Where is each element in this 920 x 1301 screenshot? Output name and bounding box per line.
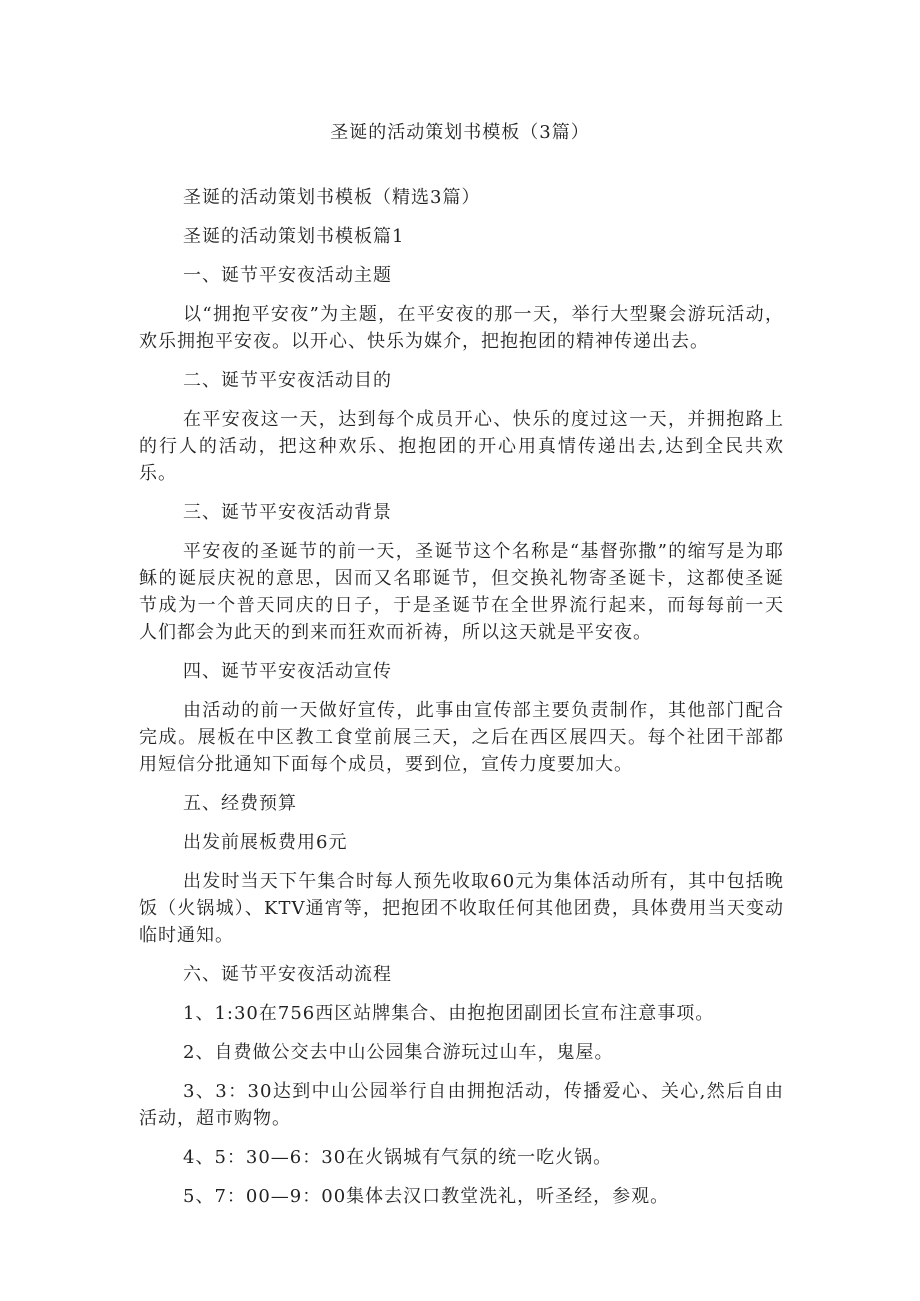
process-step-5: 5、7：00—9：00集体去汉口教堂洗礼，听圣经，参观。 — [183, 1186, 670, 1207]
budget-item-display-board: 出发前展板费用6元 — [183, 832, 348, 853]
section-title: 圣诞的活动策划书模板篇1 — [183, 226, 405, 247]
heading-theme: 一、诞节平安夜活动主题 — [183, 265, 392, 286]
heading-background: 三、诞节平安夜活动背景 — [183, 502, 392, 523]
paragraph-purpose: 在平安夜这一天，达到每个成员开心、快乐的度过这一天，并拥抱路上的行人的活动，把这种欢乐、抱抱团的开心用真情传递出去,达到全民共欢乐。 — [139, 409, 784, 484]
subtitle: 圣诞的活动策划书模板（精选3篇） — [183, 187, 481, 208]
process-step-2: 2、自费做公交去中山公园集合游玩过山车，鬼屋。 — [183, 1042, 614, 1063]
heading-budget: 五、经费预算 — [183, 793, 297, 814]
heading-promotion: 四、诞节平安夜活动宣传 — [183, 661, 392, 682]
paragraph-promotion: 由活动的前一天做好宣传，此事由宣传部主要负责制作，其他部门配合完成。展板在中区教工食堂前展三天，之后在西区展四天。每个社团干部都用短信分批通知下面每个成员，要到位，宣传力度要加大。 — [139, 700, 784, 775]
document-title: 圣诞的活动策划书模板（3篇） — [330, 122, 590, 143]
process-step-3: 3、3：30达到中山公园举行自由拥抱活动，传播爱心、关心,然后自由活动，超市购物。 — [139, 1081, 784, 1129]
process-step-1: 1、1:30在756西区站牌集合、由抱抱团副团长宣布注意事项。 — [183, 1003, 715, 1024]
paragraph-background: 平安夜的圣诞节的前一天，圣诞节这个名称是“基督弥撒”的缩写是为耶稣的诞辰庆祝的意思，因而又名耶诞节，但交换礼物寄圣诞卡，这都使圣诞节成为一个普天同庆的日子，于是圣诞节在全世界流行起来，而每每前一天人们都会为此天的到来而狂欢而祈祷，所以这天就是平安夜。 — [139, 541, 784, 643]
paragraph-theme: 以“拥抱平安夜”为主题，在平安夜的那一天，举行大型聚会游玩活动，欢乐拥抱平安夜。以开心、快乐为媒介，把抱抱团的精神传递出去。 — [139, 304, 784, 352]
heading-process: 六、诞节平安夜活动流程 — [183, 964, 392, 985]
budget-item-collection: 出发时当天下午集合时每人预先收取60元为集体活动所有，其中包括晚饭（火锅城）、KTV通宵等，把抱团不收取任何其他团费，具体费用当天变动临时通知。 — [139, 871, 784, 946]
heading-purpose: 二、诞节平安夜活动目的 — [183, 370, 392, 391]
document-body — [139, 184, 784, 1222]
process-step-4: 4、5：30—6：30在火锅城有气氛的统一吃火锅。 — [183, 1147, 613, 1168]
